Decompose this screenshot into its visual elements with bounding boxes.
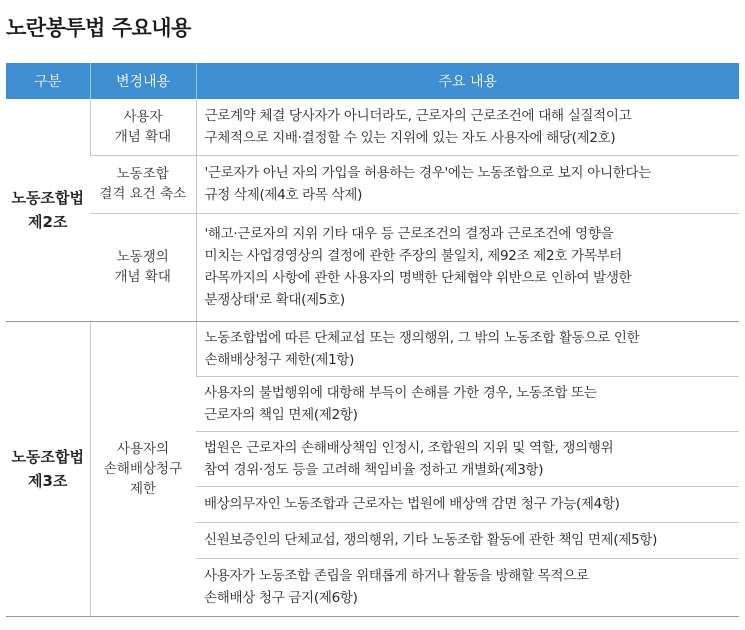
content-line: 분쟁상태'로 확대(제5호) bbox=[204, 292, 345, 308]
table-row bbox=[6, 99, 739, 155]
content-line: 노동조합법에 따른 단체교섭 또는 쟁의행위, 그 밖의 노동조합 활동으로 인한 bbox=[204, 329, 640, 346]
header-main-content: 주요 내용 bbox=[196, 63, 739, 99]
content-line: 근로자의 책임 면제(제2항) bbox=[204, 406, 358, 423]
category-cell-article-3 bbox=[6, 321, 90, 616]
change-cell bbox=[90, 155, 196, 213]
change-cell bbox=[90, 213, 196, 321]
content-line: 구체적으로 지배·결정할 수 있는 지위에 있는 자도 사용자에 해당(제2호) bbox=[204, 129, 616, 146]
change-line: 제한 bbox=[129, 480, 157, 497]
category-line: 제3조 bbox=[28, 471, 68, 490]
category-line: 노동조합법 bbox=[11, 188, 84, 207]
content-cell bbox=[196, 431, 739, 486]
header-category: 구분 bbox=[6, 63, 90, 99]
change-line: 개념 확대 bbox=[114, 269, 171, 285]
change-line: 사용자 bbox=[123, 108, 163, 125]
page-title: 노란봉투법 주요내용 bbox=[6, 16, 191, 40]
content-cell bbox=[196, 321, 739, 376]
main-content-table bbox=[6, 63, 739, 617]
content-cell bbox=[196, 155, 739, 213]
content-line: 사용자가 노동조합 존립을 위태롭게 하거나 활동을 방해할 목적으로 bbox=[204, 568, 589, 584]
table-row bbox=[6, 155, 739, 213]
content-cell bbox=[196, 486, 739, 522]
change-cell bbox=[90, 321, 196, 616]
content-line: 미치는 사업경영상의 결정에 관한 주장의 불일치, 제92조 제2호 가목부터 bbox=[204, 248, 623, 264]
change-line: 노동쟁의 bbox=[116, 249, 169, 265]
content-line: '근로자가 아닌 자의 가입을 허용하는 경우'에는 노동조합으로 보지 아니한다는 bbox=[204, 165, 651, 181]
content-line: '해고·근로자의 지위 기타 대우 등 근로조건의 결정과 근로조건에 영향을 bbox=[204, 226, 614, 242]
content-line: 규정 삭제(제4호 라목 삭제) bbox=[204, 187, 363, 203]
content-line: 사용자의 불법행위에 대항해 부득이 손해를 가한 경우, 노동조합 또는 bbox=[204, 384, 597, 401]
category-line: 노동조합법 bbox=[11, 447, 84, 466]
change-line: 개념 확대 bbox=[114, 128, 172, 145]
content-line: 참여 경위·정도 등을 고려해 책임비율 정하고 개별화(제3항) bbox=[204, 461, 544, 478]
change-line: 노동조합 bbox=[116, 166, 169, 182]
content-line: 손해배상 청구 금지(제6항) bbox=[204, 590, 358, 606]
content-cell bbox=[196, 558, 739, 616]
header-change: 변경내용 bbox=[90, 63, 196, 99]
change-line: 사용자의 bbox=[116, 440, 170, 457]
content-line: 법원은 근로자의 손해배상책임 인정시, 조합원의 지위 및 역할, 쟁의행위 bbox=[204, 439, 614, 456]
category-line: 제2조 bbox=[28, 212, 68, 231]
content-cell bbox=[196, 99, 739, 155]
change-cell bbox=[90, 99, 196, 155]
content-line: 배상의무자인 노동조합과 근로자는 법원에 배상액 감면 청구 가능(제4항) bbox=[204, 496, 620, 512]
content-line: 근로계약 체결 당사자가 아니더라도, 근로자의 근로조건에 대해 실질적이고 bbox=[204, 107, 632, 124]
category-cell-article-2 bbox=[6, 99, 90, 321]
content-line: 신원보증인의 단체교섭, 쟁의행위, 기타 노동조합 활동에 관한 책임 면제(제5항) bbox=[204, 532, 658, 548]
table-row bbox=[6, 213, 739, 321]
content-cell bbox=[196, 213, 739, 321]
table-header-row bbox=[6, 63, 739, 99]
content-cell bbox=[196, 376, 739, 431]
content-line: 손해배상청구 제한(제1항) bbox=[204, 351, 355, 368]
table-row bbox=[6, 321, 739, 376]
content-line: 라목까지의 사항에 관한 사용자의 명백한 단체협약 위반으로 인하여 발생한 bbox=[204, 270, 632, 286]
content-cell bbox=[196, 522, 739, 558]
change-line: 결격 요건 축소 bbox=[99, 186, 187, 202]
change-line: 손해배상청구 bbox=[103, 460, 183, 477]
